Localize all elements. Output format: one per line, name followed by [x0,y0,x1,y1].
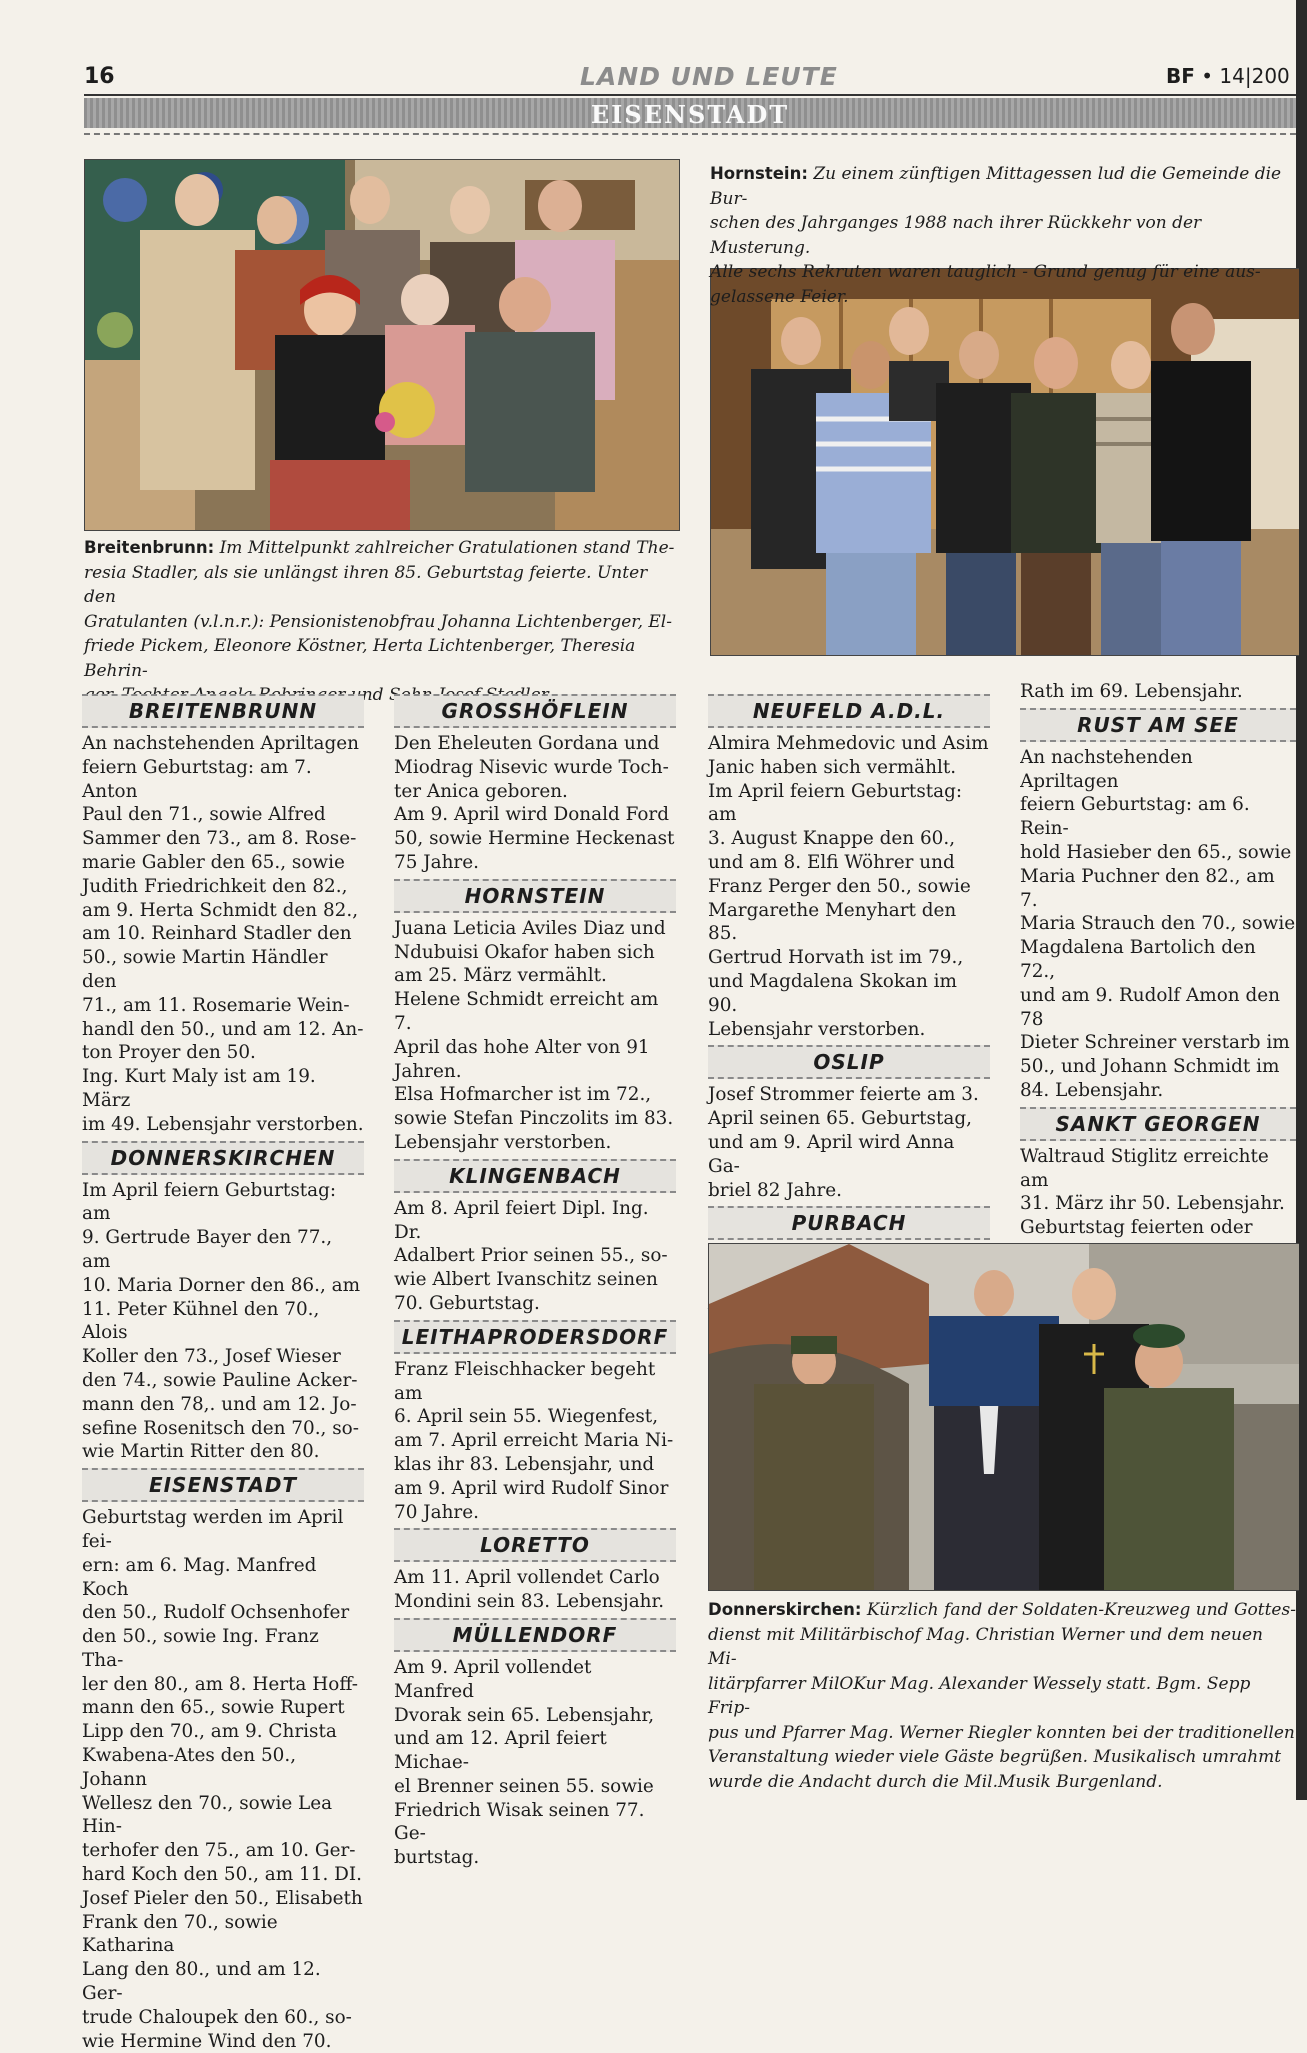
text-line: Juana Leticia Aviles Diaz und [394,917,666,939]
heading-loretto [394,1528,676,1562]
caption-location: Breitenbrunn: [84,538,215,557]
text-line: am 25. März vermählt. [394,965,607,987]
column-3 [708,686,990,1316]
text-breitenbrunn [82,732,364,1137]
text-line: 50., sowie Martin Händler den [82,947,328,992]
text-line: Am 9. April vollendet Manfred [394,1656,592,1702]
section-heading-text: GROSSHÖFLEIN [441,699,629,723]
heading-donnerskirchen [82,1141,364,1175]
region-banner-text: EISENSTADT [590,100,790,129]
text-line: mann den 78,. und am 12. Jo- [82,1393,357,1415]
text-line: Mondini sein 83. Lebensjahr. [394,1591,665,1613]
caption-line: wurde die Andacht durch die Mil.Musik Burgenland. [708,1771,1163,1792]
text-line: im 49. Lebensjahr verstorben. [82,1113,364,1135]
text-line: Janic haben sich vermählt. [708,756,957,778]
caption-line: friede Pickem, Eleonore Köstner, Herta Lichtenberger, Theresia Behrin- [84,636,636,681]
text-line: Am 11. April vollendet Carlo [394,1567,660,1589]
text-eisenstadt [82,1506,364,2053]
text-line: feiern Geburtstag: am 7. Anton [82,756,312,802]
text-line: el Brenner seinen 55. sowie [394,1775,654,1797]
section-heading-text: NEUFELD A.D.L. [752,699,946,723]
text-line: am 10. Reinhard Stadler den [82,923,352,945]
caption-line: Im Mittelpunkt zahlreicher Gratulationen stand The- [214,538,675,558]
region-banner [84,98,1296,128]
section-heading-text: LEITHAPRODERSDORF [401,1324,669,1349]
caption-donnerskirchen [708,1598,1296,1794]
text-line: am 9. April wird Rudolf Sinor [394,1477,669,1499]
text-line: Geburtstag feierten oder [1020,1217,1253,1239]
text-klingenbach [394,1197,676,1316]
header-rule [84,94,1296,96]
text-line: Helene Schmidt erreicht am 7. [394,989,659,1034]
caption-line: dienst mit Militärbischof Mag. Christian Werner und dem neuen Mi- [708,1624,1263,1669]
text-line: den 50., Rudolf Ochsenhofer [82,1602,350,1624]
text-line: und am 9. April wird Anna Ga- [708,1131,955,1177]
photo-breitenbrunn [84,159,680,531]
text-line: sowie Stefan Pinczolits im 83. [394,1108,674,1130]
caption-line: litärpfarrer MilOKur Mag. Alexander Wessely statt. Bgm. Sepp Frip- [708,1673,1251,1718]
text-line: Margarethe Menyhart den 85. [708,899,957,945]
text-line: handl den 50., und am 12. An- [82,1018,364,1040]
section-heading-text: SANKT GEORGEN [1055,1111,1261,1136]
heading-muellendorf [394,1618,676,1652]
text-line: Jahren. [394,1060,462,1082]
caption-line: schen des Jahrganges 1988 nach ihrer Rückkehr von der Musterung. [710,213,1202,258]
publication-name: BF [1166,64,1195,88]
text-neufeld [708,732,990,1041]
text-line: 50, sowie Hermine Heckenast [394,828,675,850]
text-line: wie Hermine Wind den 70. [82,2030,332,2052]
heading-rust [1020,708,1296,742]
section-heading-text: MÜLLENDORF [452,1622,618,1647]
text-line: Im April feiern Geburtstag: am [708,780,963,826]
text-line: burtstag. [394,1847,480,1869]
caption-line: Kürzlich fand der Soldaten-Kreuzweg und Gottes- [861,1600,1296,1620]
text-hornstein [394,917,676,1155]
text-line: ern: am 6. Mag. Manfred Koch [82,1554,317,1600]
text-line: Paul den 71., sowie Alfred [82,804,326,826]
text-line: Adalbert Prior seinen 55., so- [394,1245,668,1267]
text-line: Ndubuisi Okafor haben sich [394,941,655,963]
text-line: 11. Peter Kühnel den 70., Alois [82,1298,320,1344]
section-heading-text: EISENSTADT [148,1473,298,1498]
photo-donnerskirchen [708,1243,1299,1591]
text-line: 75 Jahre. [394,851,479,873]
text-line: am 7. April erreicht Maria Ni- [394,1430,674,1452]
text-line: und am 9. Rudolf Amon den 78 [1020,984,1281,1030]
text-line: Dieter Schreiner verstarb im [1020,1032,1290,1054]
text-line: Lebensjahr verstorben. [394,1131,612,1153]
text-line: Franz Fleischhacker begeht am [394,1358,656,1404]
text-line: ler den 80., am 8. Herta Hoff- [82,1673,358,1695]
text-line: Franz Perger den 50., sowie [708,875,971,897]
text-line: 31. März ihr 50. Lebensjahr. [1020,1193,1285,1215]
column-2 [394,686,676,1870]
text-line: und am 12. April feiert Michae- [394,1728,607,1774]
text-line: Magdalena Bartolich den 72., [1020,937,1256,982]
section-title: LAND UND LEUTE [580,62,838,91]
text-line: Lang den 80., und am 12. Ger- [82,1959,321,2005]
bullet: • [1201,64,1214,88]
text-line: feiern Geburtstag: am 6. Rein- [1020,794,1250,840]
text-line: Judith Friedrichkeit den 82., [82,875,348,897]
text-line: sefine Rosenitsch den 70., so- [82,1417,359,1439]
text-line: Am 8. April feiert Dipl. Ing. Dr. [394,1197,649,1243]
text-line: und Magdalena Skokan im 90. [708,970,957,1016]
section-heading-text: PURBACH [791,1211,907,1236]
text-line: ter Anica geboren. [394,780,568,802]
text-line: mann den 65., sowie Rupert [82,1697,345,1719]
page-number: 16 [84,64,115,89]
caption-line: Gratulanten (v.l.n.r.): Pensionistenobfrau Johanna Lichtenberger, El- [84,611,672,632]
caption-line: Zu einem zünftigen Mittagessen lud die Gemeinde die Bur- [710,164,1282,209]
caption-line: Veranstaltung wieder viele Gäste begrüßen. Musikalisch umrahmt [708,1747,1282,1767]
text-line: Wellesz den 70., sowie Lea Hin- [82,1792,333,1838]
text-line: 70 Jahre. [394,1501,479,1523]
caption-location: Donnerskirchen: [708,1600,862,1619]
text-line: 10. Maria Dorner den 86., am [82,1274,361,1296]
text-line: ton Proyer den 50. [82,1042,256,1064]
heading-sankt-georgen [1020,1107,1296,1141]
heading-neufeld [708,694,990,728]
text-rust [1020,746,1296,1103]
text-line: Koller den 73., Josef Wieser [82,1346,341,1368]
caption-line: und [350,685,384,705]
caption-line: pus und Pfarrer Mag. Werner Riegler konnten bei der traditionellen [708,1722,1295,1743]
text-line: An nachstehenden Apriltagen [82,733,360,754]
section-heading-text: KLINGENBACH [449,1163,621,1188]
text-line: Josef Pieler den 50., Elisabeth [82,1887,363,1909]
caption-line: Alle sechs Rekruten waren tauglich - Grund genug für eine aus- [710,262,1261,282]
text-line: hard Koch den 50., am 11. DI. [82,1864,363,1886]
caption-line: gelassene Feier. [710,286,849,307]
text-line: 6. April sein 55. Wiegenfest, [394,1406,659,1428]
text-line: Den Eheleuten Gordana und [394,733,660,754]
text-line: Lipp den 70., am 9. Christa [82,1721,337,1743]
text-line: 50., und Johann Schmidt im [1020,1056,1280,1078]
text-line: Miodrag Nisevic wurde Toch- [394,756,669,778]
issue-number: 14|200 [1219,64,1290,88]
text-line: trude Chaloupek den 60., so- [82,2006,352,2028]
section-heading-text: HORNSTEIN [464,883,606,908]
text-line: April das hohe Alter von 91 [394,1036,650,1058]
caption-location: Hornstein: [710,164,808,183]
text-line: am 9. Herta Schmidt den 82., [82,899,359,921]
heading-oslip [708,1045,990,1079]
text-continuation: Rath im 69. Lebensjahr. [1020,681,1243,702]
text-line: Lebensjahr verstorben. [708,1018,926,1040]
text-leithaprodersdorf [394,1358,676,1525]
text-line: Waltraud Stiglitz erreichte am [1020,1145,1269,1191]
header-dash-rule [84,133,1296,135]
text-line: wie Martin Ritter den 80. [82,1441,320,1463]
text-loretto [394,1566,676,1614]
text-line: 70. Geburtstag. [394,1292,540,1314]
text-line: Geburtstag werden im April fei- [82,1507,344,1552]
text-line: An nachstehenden Apriltagen [1020,746,1193,792]
text-line: Maria Strauch den 70., sowie [1020,913,1296,935]
text-line: Frank den 70., sowie Katharina [82,1911,278,1957]
text-line: Elsa Hofmarcher ist im 72., [394,1084,652,1106]
heading-leithaprodersdorf [394,1320,676,1354]
text-line: Im April feiern Geburtstag: am [82,1179,337,1225]
heading-hornstein [394,879,676,913]
text-line: Friedrich Wisak seinen 77. Ge- [394,1799,645,1845]
heading-grosshoeflein [394,694,676,728]
column-1 [82,686,364,2053]
text-muellendorf [394,1656,676,1870]
text-line: Maria Puchner den 82., am 7. [1020,865,1275,911]
text-line: terhofer den 75., am 10. Ger- [82,1840,356,1862]
text-line: 9. Gertrude Bayer den 77., am [82,1227,333,1272]
text-line: April seinen 65. Geburtstag, [708,1108,972,1130]
text-line: klas ihr 83. Lebensjahr, und [394,1453,655,1475]
caption-hornstein [710,162,1298,309]
section-heading-text: BREITENBRUNN [128,699,318,723]
text-line: Am 9. April wird Donald Ford [394,804,669,826]
text-line: 71., am 11. Rosemarie Wein- [82,994,350,1016]
text-line: Dvorak sein 65. Lebensjahr, [394,1704,655,1726]
text-line: Kwabena-Ates den 50., Johann [82,1745,297,1790]
text-line: hold Hasieber den 65., sowie [1020,841,1292,863]
heading-klingenbach [394,1159,676,1193]
text-line: Gertrud Horvath ist im 79., [708,947,964,969]
section-heading-text: OSLIP [813,1050,885,1075]
publication-info [1166,64,1290,88]
text-line: marie Gabler den 65., sowie [82,851,345,873]
photo-hornstein [710,268,1299,656]
text-line: 84. Lebensjahr. [1020,1079,1164,1101]
text-line: Josef Strommer feierte am 3. [708,1084,979,1106]
text-line: briel 82 Jahre. [708,1179,843,1201]
section-heading-text: RUST AM SEE [1077,712,1239,737]
heading-purbach [708,1206,990,1240]
heading-breitenbrunn [82,694,364,728]
text-line: den 50., sowie Ing. Franz Tha- [82,1626,319,1671]
text-oslip [708,1083,990,1202]
text-donnerskirchen [82,1179,364,1465]
text-line: Ing. Kurt Maly ist am 19. März [82,1066,316,1111]
text-line: wie Albert Ivanschitz seinen [394,1269,658,1291]
caption-breitenbrunn [84,536,684,708]
text-line: und am 8. Elfi Wöhrer und [708,851,955,873]
text-line: Sammer den 73., am 8. Rose- [82,828,357,850]
section-heading-text: LORETTO [480,1533,590,1558]
text-grosshoeflein [394,732,676,875]
heading-eisenstadt [82,1468,364,1502]
text-line: den 74., sowie Pauline Acker- [82,1369,358,1391]
caption-line: resia Stadler, als sie unlängst ihren 85. Geburtstag feierte. Unter den [84,562,648,607]
text-line: Almira Mehmedovic und Asim [708,733,989,754]
section-heading-text: DONNERSKIRCHEN [110,1145,336,1170]
text-line: 3. August Knappe den 60., [708,828,956,850]
